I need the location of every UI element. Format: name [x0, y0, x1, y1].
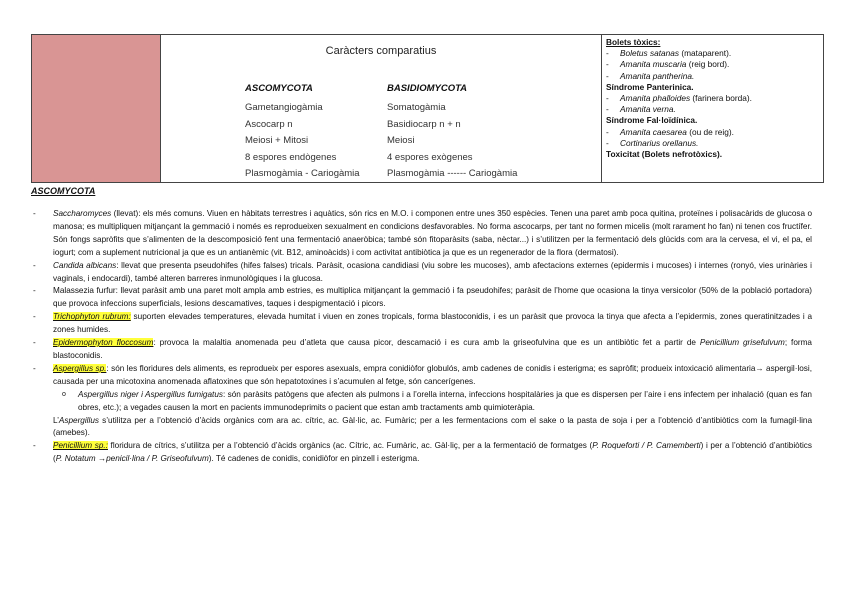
- color-cell: [32, 35, 161, 182]
- syndrome-heading: Síndrome Fal·loïdínica.: [606, 115, 698, 126]
- toxic-item: - Amanita caesarea (ou de reig).: [606, 127, 822, 138]
- basidiomycota-item: Basidiocarp n + n: [387, 118, 461, 130]
- sub-list-item: o Aspergillus niger i Aspergillus fumigatus: són paràsits patògens que afecten als pulmons i a l’orella interna, infeccions hospitalàries ja que es dispersen per l’aire i ens infectem per inhalació (quan es fan obres, etc.); a vegades causen la mort en pacients immunodeprimits o pacient que estan amb tractaments amb quimioteràpia.: [31, 389, 812, 415]
- basidiomycota-item: Somatogàmia: [387, 102, 446, 113]
- toxic-item: - Amanita muscaria (reig bord).: [606, 59, 822, 70]
- comparison-cell: [161, 35, 602, 182]
- list-item: - Malassezia furfur: llevat paràsit amb una paret molt ampla amb estries, es multiplica mitjançant la gemmació i fa pseudohifes; paràsit de l’home que ocasiona la tinya versicolor (50% de la població portadora) que provoca infeccions superficials, lesions descamatives, taques i despigmentació i picors.: [31, 285, 812, 311]
- list-item: - Candida albicans: llevat que presenta pseudohifes (hifes falses) tricals. Paràsit, ocasiona candidiasi (viu sobre les mucoses), amb afectacions externes (epidermis i mucoses) i internes (ronyó, vies urinàries i vaginals, i endocardi), també alteren barreres inmunològiques i la glucosa.: [31, 260, 812, 286]
- list-item: - Aspergillus sp.: són les floridures dels aliments, es reprodueix per espores asexuals, empra conidiòfor globulós, amb cadenes de conidis i esterigma; es sapròfit; produeix intoxicació alimentaria→ aspergil·losi, causada per una micotoxina anomenada aflatoxines que són hepatotoxines i s’acumulen al fetge, són cancerígenes.: [31, 363, 812, 389]
- list-item: - Trichophyton rubrum: suporten elevades temperatures, elevada humitat i viuen en zones tropicals, forma blastoconidis, i es un paràsit que provoca la tinya que afecta a l’epidermis, zones queratinitzades i a zones humides.: [31, 311, 812, 337]
- ascomycota-item: 8 espores endògenes: [245, 151, 337, 163]
- ascomycota-item: Plasmogàmia - Cariogàmia: [245, 168, 360, 179]
- comparison-table: [31, 34, 824, 183]
- toxic-item: - Amanita verna.: [606, 104, 822, 115]
- toxics-heading: Bolets tòxics:: [606, 37, 661, 47]
- highlight: Epidermophyton floccosum: [53, 338, 154, 348]
- syndrome-heading: Síndrome Panterinica.: [606, 81, 694, 92]
- toxic-item: - Amanita phalloides (farinera borda).: [606, 93, 822, 104]
- basidiomycota-item: 4 espores exògenes: [387, 151, 473, 163]
- basidiomycota-column: [387, 83, 517, 183]
- basidiomycota-header: BASIDIOMYCOTA: [387, 83, 468, 94]
- ascomycota-column: [245, 83, 360, 183]
- ascomycota-item: Ascocarp n: [245, 118, 293, 130]
- toxic-item: - Cortinarius orellanus.: [606, 138, 822, 149]
- highlight: Trichophyton rubrum:: [53, 312, 131, 322]
- toxic-item: - Amanita pantherina.: [606, 71, 822, 82]
- paragraph: L’Aspergillus s’utilitza per a l’obtenció d’àcids orgànics com ara ac. cítric, ac. Gàl·lic, ac. Fumàric; per a les fermentacions com el sake o la pasta de soja i per a l’obtenció d’antibiòtics com la fumagil·lina (amebes).: [53, 415, 812, 438]
- section-title: ASCOMYCOTA: [31, 186, 96, 196]
- highlight: Penicillium sp.:: [53, 441, 108, 451]
- ascomycota-item: Meiosi + Mitosi: [245, 135, 309, 146]
- toxic-mushrooms-cell: [602, 37, 822, 160]
- document-body: [31, 208, 812, 466]
- toxicity-note: Toxicitat (Bolets nefrotòxics).: [606, 149, 723, 160]
- highlight: Aspergillus sp.: [53, 363, 107, 373]
- basidiomycota-item: Plasmogàmia ------ Cariogàmia: [387, 168, 518, 179]
- list-item: - Penicillium sp.: floridura de cítrics, s’utilitza per a l’obtenció d’àcids orgànics (ac. Cítric, ac. Fumàric, ac. Gàl·liç, per a la fermentació de formatges (P. Roqueforti / P. Camemberti) i per a l’obtenció d’antibiòtics (P. Notatum →penicil·lina / P. Griseofulvum). Té cadenes de conidis, conidiòfor en pinzell i esterigma.: [31, 440, 812, 466]
- table-title: Caràcters comparatius: [325, 45, 437, 57]
- basidiomycota-item: Meiosi: [387, 135, 415, 146]
- list-item: - Saccharomyces (llevat): els més comuns. Viuen en hàbitats terrestres i aquàtics, són rics en M.O. i componen entre unes 350 espècies. Tenen una paret amb poca quitina, proteïnes i polisacàrids de glucosa o manosa; es multipliquen mitjançant la gemmació i només es reprodueixen sexualment en condicions desfavorables. No forma ascocarps, per tant no formen micelis (molt rarament ho fan) ni tenen cos fructífer. Són fongs sapròfits que s’alimenten de la descomposició fent una fermentació anaeròbica; també són fitoparàsits (saba, nèctar...) i s’utilitzen per la fermentació dels glúcids com ara la cervesa, el vi, el pa, el iogurt; com a suplement nutricional ja que es un antianèmic (vit. B12, aminoàcids) i com activitat antibiòtica ja que es un regenerador de la flora (dermatosi).: [31, 208, 812, 260]
- list-item: - Epidermophyton floccosum: provoca la malaltia anomenada peu d’atleta que causa picor, descamació i es cura amb la griseofulvina que es un antibiòtic fet a partir de Penicillium grisefulvum; forma blastoconidis.: [31, 337, 812, 363]
- ascomycota-item: Gametangiogàmia: [245, 102, 323, 113]
- ascomycota-header: ASCOMYCOTA: [245, 83, 313, 94]
- toxic-item: - Boletus satanas (mataparent).: [606, 48, 822, 59]
